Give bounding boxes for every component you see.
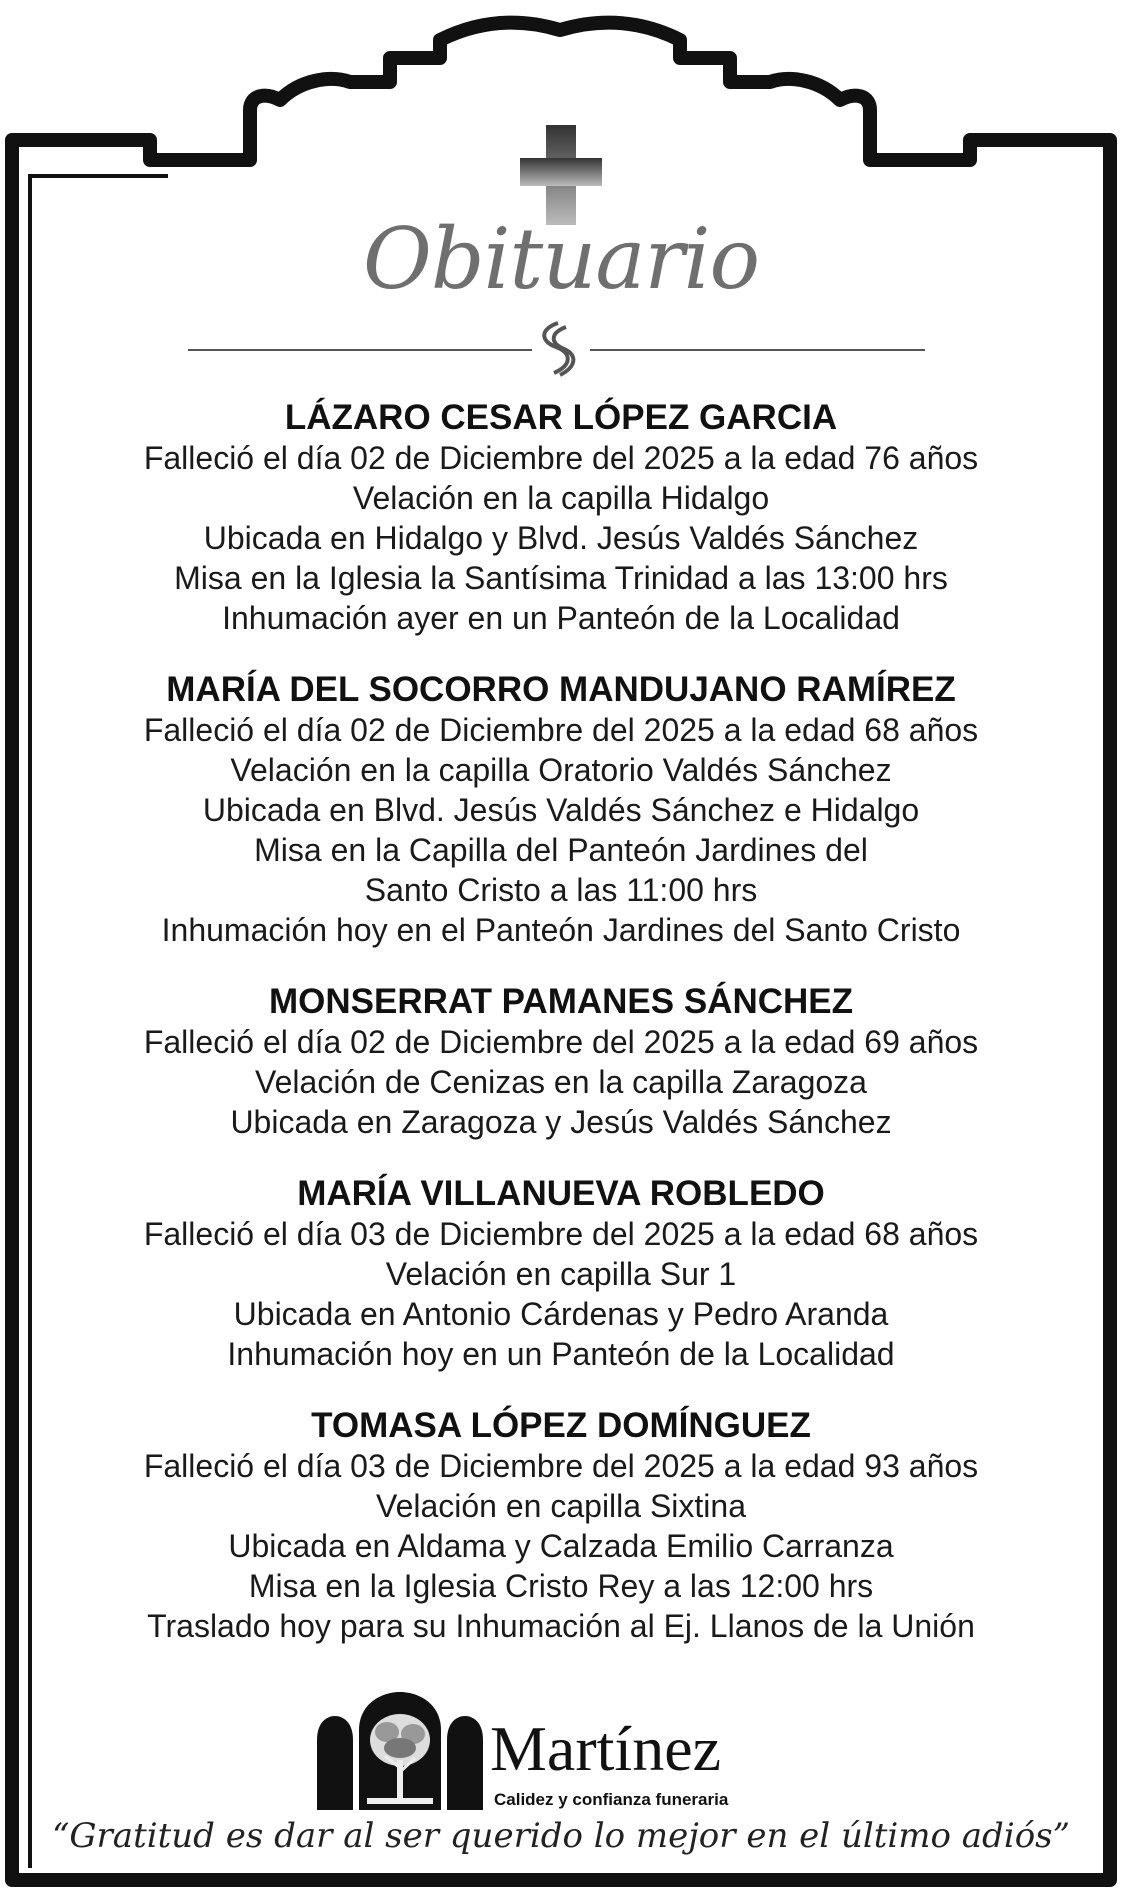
- entry-line: Santo Cristo a las 11:00 hrs: [364, 872, 758, 908]
- brand-tagline: Calidez y confianza funeraria: [494, 1790, 729, 1809]
- chapel-tree-logo-icon: [315, 1690, 485, 1810]
- funeral-home-brand: [0, 1690, 1122, 1815]
- obituary-entry: [40, 1406, 1082, 1646]
- entry-line: Falleció el día 02 de Diciembre del 2025 a la edad 76 años: [143, 440, 979, 476]
- entry-line: Inhumación hoy en un Panteón de la Localidad: [227, 1336, 895, 1372]
- entry-line: Ubicada en Hidalgo y Blvd. Jesús Valdés Sánchez: [203, 520, 919, 556]
- cross-icon: [0, 0, 1122, 230]
- entry-line: Inhumación ayer en un Panteón de la Localidad: [222, 600, 900, 636]
- entry-line: Velación en capilla Sixtina: [375, 1488, 746, 1524]
- obituary-entry: [40, 982, 1082, 1142]
- entry-line: Falleció el día 03 de Diciembre del 2025 a la edad 93 años: [143, 1448, 979, 1484]
- entry-line: Traslado hoy para su Inhumación al Ej. Llanos de la Unión: [147, 1608, 975, 1644]
- obituary-entry: [40, 398, 1082, 638]
- deceased-name: MARÍA VILLANUEVA ROBLEDO: [297, 1174, 825, 1213]
- deceased-name: LÁZARO CESAR LÓPEZ GARCIA: [284, 398, 838, 437]
- obituary-list: [40, 398, 1082, 1678]
- obituary-entry: [40, 670, 1082, 950]
- deceased-name: MONSERRAT PAMANES SÁNCHEZ: [269, 982, 853, 1021]
- entry-line: Misa en la Iglesia Cristo Rey a las 12:00 hrs: [248, 1568, 874, 1604]
- closing-quote: “Gratitud es dar al ser querido lo mejor en el último adiós”: [52, 1816, 1070, 1856]
- entry-line: Falleció el día 03 de Diciembre del 2025 a la edad 68 años: [143, 1216, 979, 1252]
- entry-line: Inhumación hoy en el Panteón Jardines del Santo Cristo: [161, 912, 961, 948]
- entry-line: Misa en la Iglesia la Santísima Trinidad a las 13:00 hrs: [174, 560, 948, 596]
- brand-name: Martínez: [490, 1713, 721, 1784]
- entry-line: Velación en la capilla Oratorio Valdés Sánchez: [230, 752, 892, 788]
- entry-line: Velación de Cenizas en la capilla Zaragoza: [255, 1064, 867, 1100]
- scroll-ornament-icon: [544, 323, 573, 375]
- entry-line: Ubicada en Blvd. Jesús Valdés Sánchez e Hidalgo: [202, 792, 920, 828]
- entry-line: Ubicada en Zaragoza y Jesús Valdés Sánchez: [230, 1104, 892, 1140]
- entry-line: Ubicada en Aldama y Calzada Emilio Carranza: [228, 1528, 894, 1564]
- entry-line: Ubicada en Antonio Cárdenas y Pedro Aranda: [233, 1296, 889, 1332]
- entry-line: Misa en la Capilla del Panteón Jardines del: [254, 832, 868, 868]
- title-divider: [0, 315, 1122, 385]
- page-title: Obituario: [362, 210, 760, 308]
- entry-line: Falleció el día 02 de Diciembre del 2025 a la edad 68 años: [143, 712, 979, 748]
- entry-line: Falleció el día 02 de Diciembre del 2025 a la edad 69 años: [143, 1024, 979, 1060]
- entry-line: Velación en la capilla Hidalgo: [352, 480, 770, 516]
- entry-line: Velación en capilla Sur 1: [385, 1256, 737, 1292]
- obituary-entry: [40, 1174, 1082, 1374]
- deceased-name: TOMASA LÓPEZ DOMÍNGUEZ: [311, 1406, 811, 1445]
- deceased-name: MARÍA DEL SOCORRO MANDUJANO RAMÍREZ: [166, 670, 956, 709]
